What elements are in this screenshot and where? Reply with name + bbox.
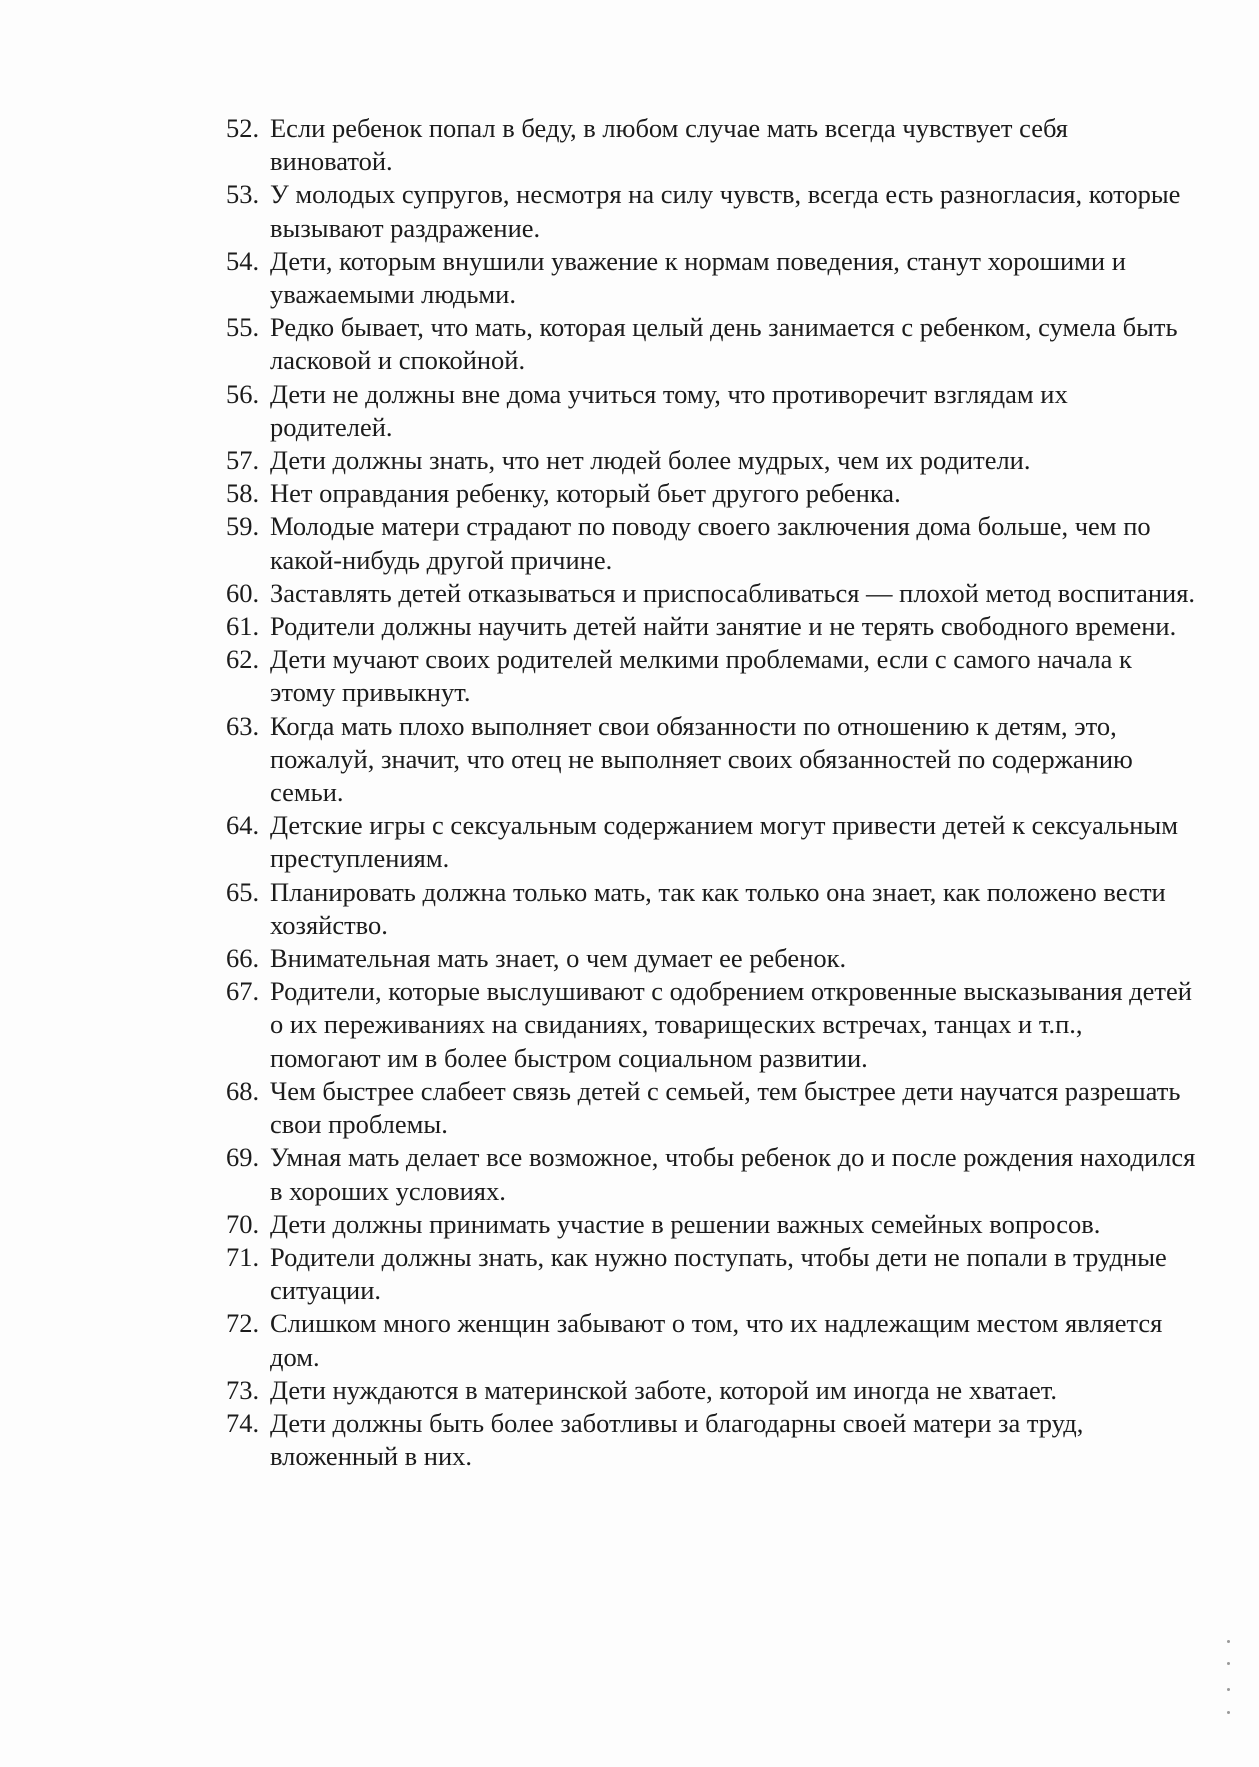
statement-number: 65. <box>226 876 260 907</box>
statement-item <box>226 643 1196 709</box>
statement-item <box>226 809 1196 875</box>
statement-list <box>226 112 1196 1473</box>
statement-item <box>226 1075 1196 1141</box>
statement-text: Детские игры с сексуальным содержанием могут привести детей к сексуальным преступлениям. <box>270 810 1179 874</box>
statement-text: Если ребенок попал в беду, в любом случае мать всегда чувствует себя виноватой. <box>270 113 1068 177</box>
statement-item <box>226 577 1196 610</box>
statement-number: 73. <box>226 1374 260 1405</box>
statement-text: Дети не должны вне дома учиться тому, что противоречит взглядам их родителей. <box>270 378 1068 442</box>
statement-number: 68. <box>226 1075 260 1106</box>
statement-text: Нет оправдания ребенку, который бьет другого ребенка. <box>270 478 901 509</box>
statement-text: Дети должны знать, что нет людей более мудрых, чем их родители. <box>270 445 1031 476</box>
statement-number: 62. <box>226 644 260 675</box>
statement-text: У молодых супругов, несмотря на силу чувств, всегда есть разногласия, которые вызывают раздражение. <box>270 179 1181 243</box>
statement-item <box>226 112 1196 178</box>
statement-number: 55. <box>226 312 260 343</box>
scan-speck <box>1227 1711 1230 1714</box>
statement-text: Слишком много женщин забывают о том, что их надлежащим местом является дом. <box>270 1308 1163 1372</box>
statement-item <box>226 1307 1196 1373</box>
statement-item <box>226 876 1196 942</box>
statement-number: 72. <box>226 1308 260 1339</box>
statement-item <box>226 378 1196 444</box>
statement-item <box>226 710 1196 810</box>
statement-text: Внимательная мать знает, о чем думает ее ребенок. <box>270 943 847 974</box>
statement-item <box>226 1141 1196 1207</box>
statement-item <box>226 510 1196 576</box>
statement-number: 71. <box>226 1241 260 1272</box>
statement-text: Дети должны принимать участие в решении важных семейных вопросов. <box>270 1208 1101 1239</box>
scan-speck <box>1227 1640 1230 1643</box>
statement-text: Дети, которым внушили уважение к нормам поведения, станут хорошими и уважаемыми людьми. <box>270 245 1126 310</box>
statement-number: 52. <box>226 113 260 143</box>
statement-text: Планировать должна только мать, так как только она знает, как положено вести хозяйство. <box>270 876 1166 940</box>
statement-item <box>226 444 1196 477</box>
statement-item <box>226 1241 1196 1307</box>
statement-number: 69. <box>226 1142 260 1173</box>
statement-number: 59. <box>226 511 260 542</box>
statement-item <box>226 942 1196 975</box>
statement-number: 54. <box>226 245 260 276</box>
statement-number: 70. <box>226 1208 260 1239</box>
scan-artifact-marks <box>1227 1640 1231 1740</box>
statement-text: Редко бывает, что мать, которая целый день занимается с ребенком, сумела быть ласковой и спокойной. <box>270 312 1178 376</box>
statement-number: 74. <box>226 1407 260 1438</box>
statement-number: 64. <box>226 810 260 841</box>
statement-number: 67. <box>226 976 260 1007</box>
statement-text: Дети нуждаются в материнской заботе, которой им иногда не хватает. <box>270 1374 1057 1405</box>
statement-text: Умная мать делает все возможное, чтобы ребенок до и после рождения находился в хороших условиях. <box>270 1142 1196 1206</box>
statement-text: Когда мать плохо выполняет свои обязанности по отношению к детям, это, пожалуй, значит, что отец не выполняет своих обязанностей по содержанию семьи. <box>270 710 1133 808</box>
statement-item <box>226 1208 1196 1241</box>
statement-number: 53. <box>226 179 260 210</box>
statement-text: Дети должны быть более заботливы и благодарны своей матери за труд, вложенный в них. <box>270 1407 1084 1472</box>
statement-text: Родители, которые выслушивают с одобрением откровенные высказывания детей о их переживаниях на свиданиях, товарищеских встречах, танцах и т.п., помогают им в более быстром социальном развитии. <box>270 976 1192 1073</box>
statement-number: 60. <box>226 577 260 608</box>
scan-speck <box>1227 1688 1230 1691</box>
statement-item <box>226 311 1196 377</box>
statement-number: 56. <box>226 378 260 409</box>
statement-number: 66. <box>226 943 260 974</box>
statement-number: 57. <box>226 445 260 476</box>
statement-item <box>226 245 1196 311</box>
scan-speck <box>1227 1662 1230 1665</box>
statement-item <box>226 975 1196 1075</box>
statement-text: Дети мучают своих родителей мелкими проблемами, если с самого начала к этому привыкнут. <box>270 644 1132 708</box>
statement-text: Молодые матери страдают по поводу своего заключения дома больше, чем по какой-нибудь другой причине. <box>270 511 1151 575</box>
statement-item <box>226 610 1196 643</box>
statement-text: Заставлять детей отказываться и приспосабливаться — плохой метод воспитания. <box>270 577 1196 608</box>
statement-number: 61. <box>226 611 260 642</box>
statement-item <box>226 178 1196 244</box>
statement-text: Родители должны знать, как нужно поступать, чтобы дети не попали в трудные ситуации. <box>270 1241 1167 1306</box>
statement-number: 63. <box>226 710 260 741</box>
statement-number: 58. <box>226 478 260 509</box>
statement-text: Чем быстрее слабеет связь детей с семьей, тем быстрее дети научатся разрешать свои проблемы. <box>270 1075 1181 1140</box>
statement-item <box>226 1374 1196 1407</box>
statement-text: Родители должны научить детей найти занятие и не терять свободного времени. <box>270 611 1177 642</box>
statement-item <box>226 1407 1196 1473</box>
statement-item <box>226 477 1196 510</box>
